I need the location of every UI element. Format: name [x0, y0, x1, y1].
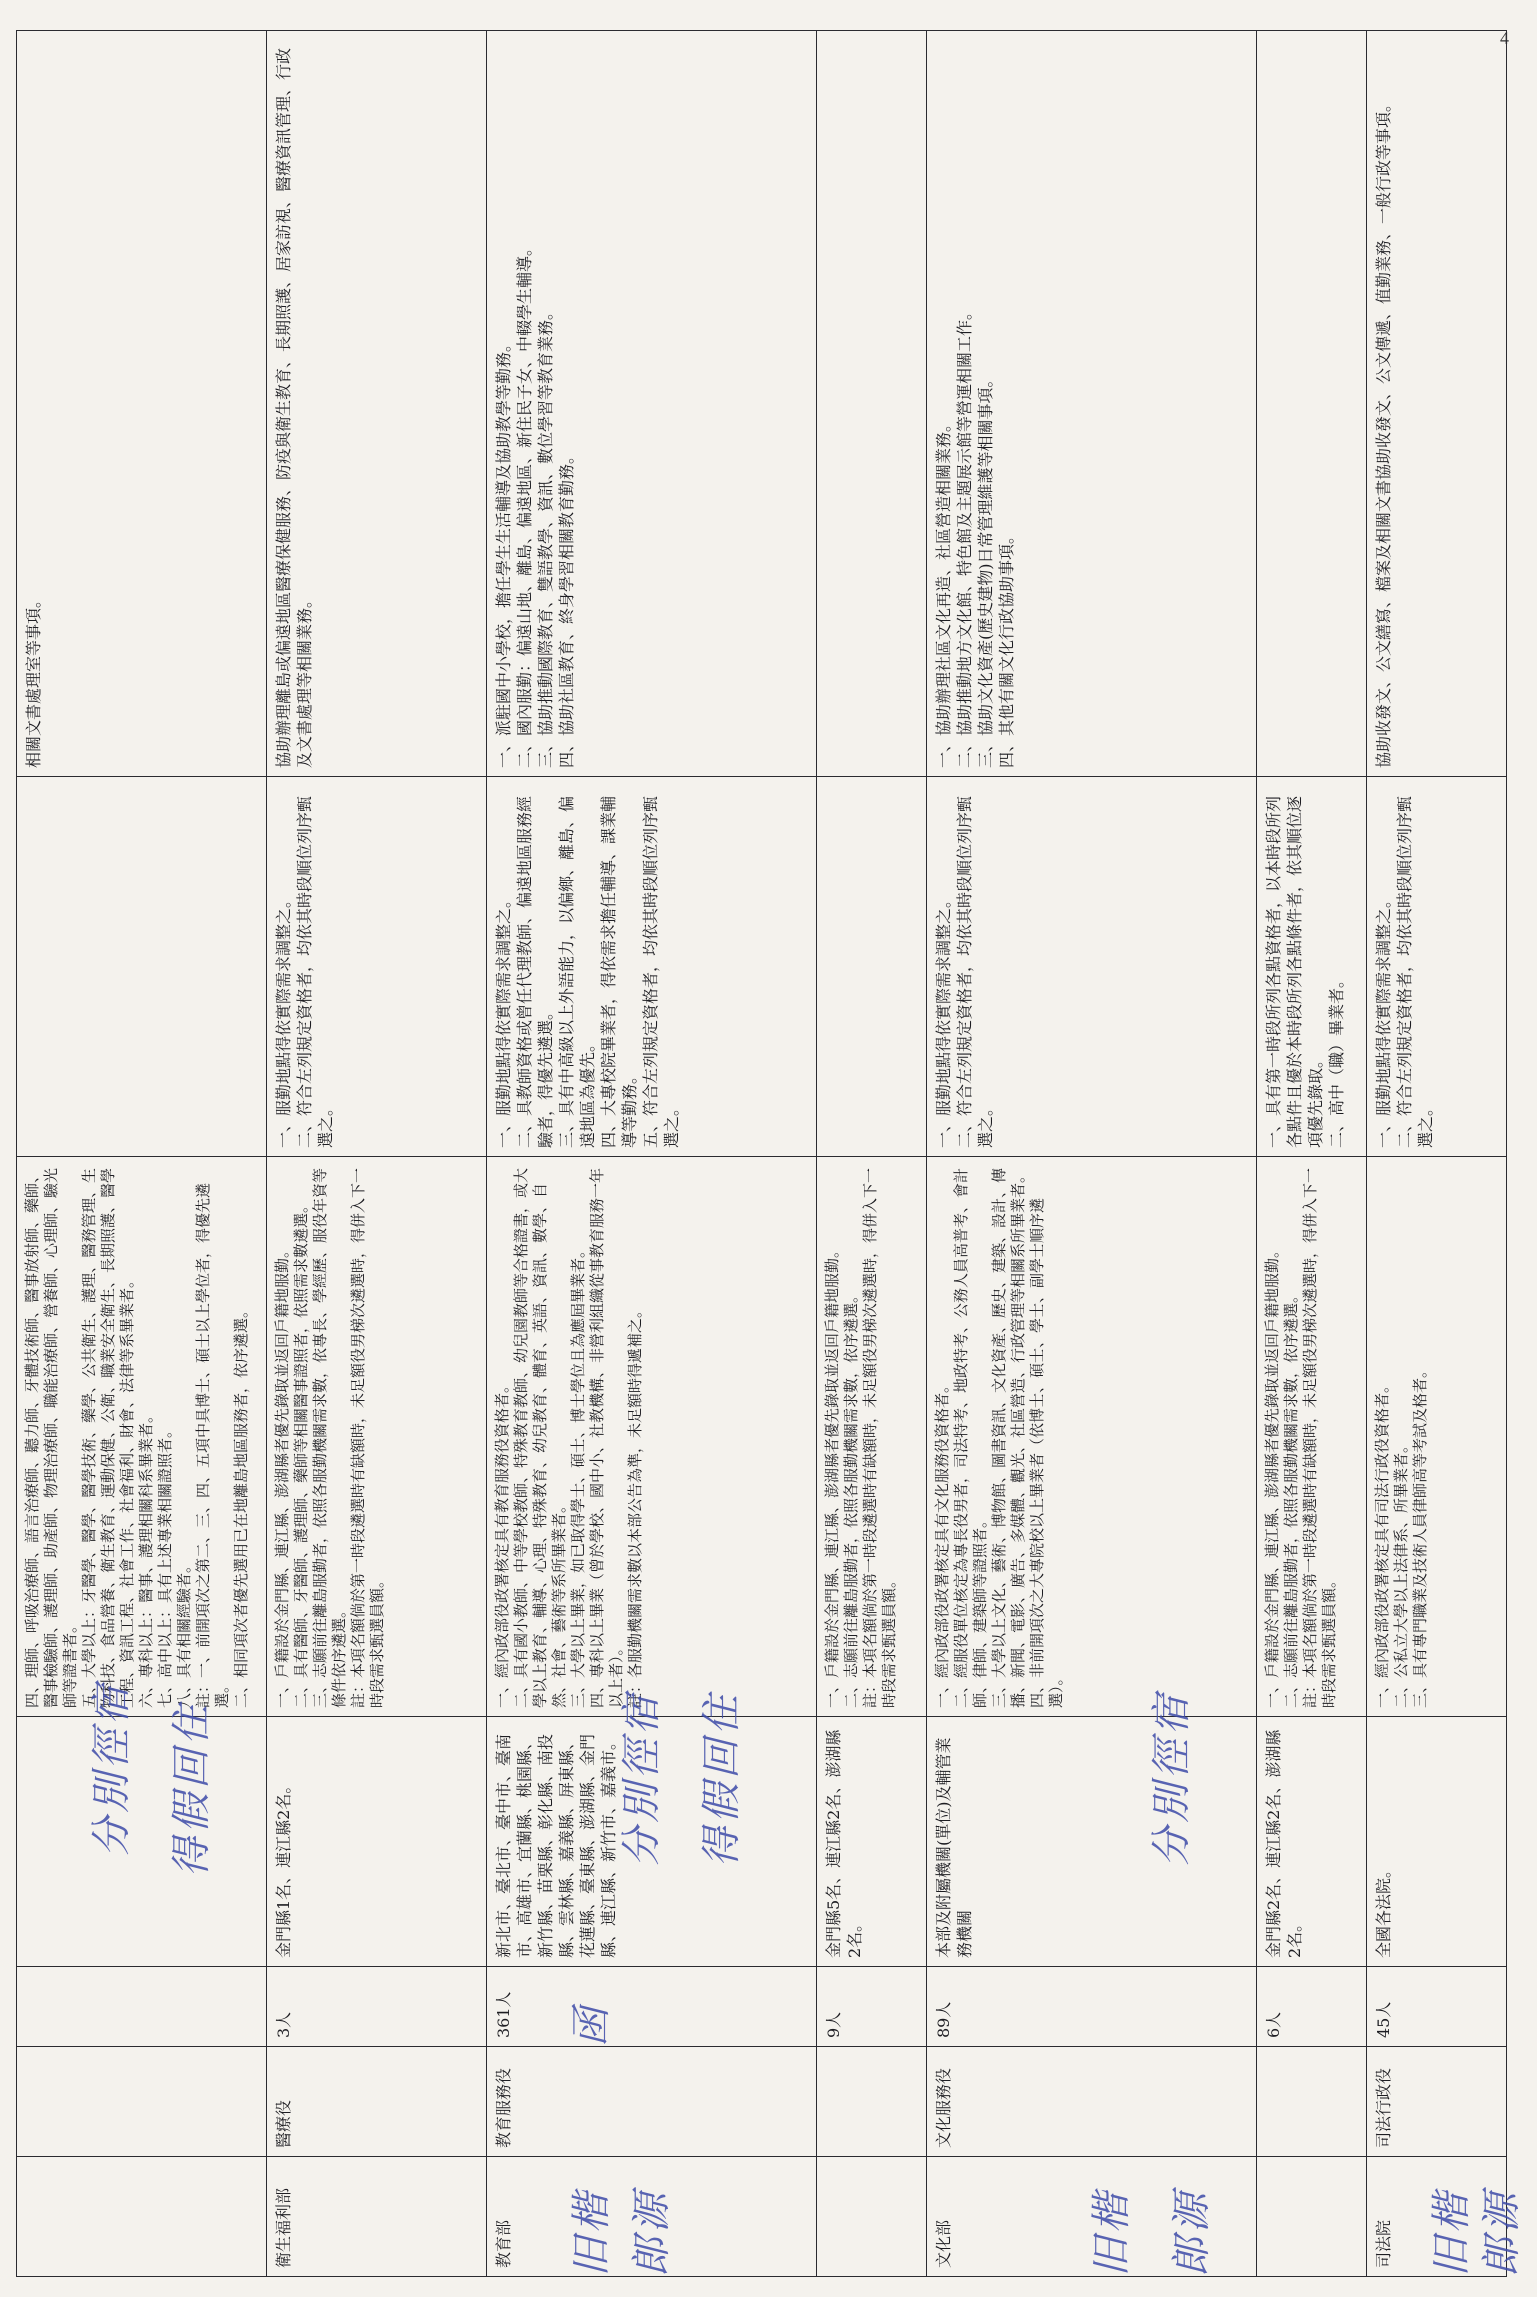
- cell-count-text: 45人: [1374, 2001, 1393, 2038]
- cell-type-text: 教育服務役: [494, 2067, 513, 2148]
- cell-area-text: 金門縣5名、連江縣2名、澎湖縣2名。: [824, 1729, 864, 1958]
- cell-org: [267, 2157, 487, 2277]
- cell-count-text: 89人: [934, 2001, 953, 2038]
- cell-area-text: 全國各法院。: [1374, 1861, 1393, 1958]
- cell-duty: [267, 30, 487, 776]
- handwritten-note: 旧楷: [1089, 2189, 1135, 2277]
- cell-area-text: 金門縣1名、連江縣2名。: [274, 1777, 293, 1958]
- cell-priority: [267, 777, 487, 1157]
- cell-qualifications: [1257, 1157, 1367, 1717]
- cell-area: [1257, 1717, 1367, 1967]
- cell-duty: [17, 30, 267, 776]
- cell-priority: [17, 777, 267, 1157]
- cell-count-text: 361人: [494, 1991, 513, 2038]
- cell-count-text: 6人: [1264, 2011, 1283, 2038]
- handwritten-note: 得假回住: [169, 1701, 215, 1877]
- cell-priority: [1257, 777, 1367, 1157]
- cell-type: [817, 2047, 927, 2157]
- cell-type: [487, 2047, 817, 2157]
- handwritten-note: 郎源: [629, 2189, 675, 2277]
- cell-qualifications-text: 四、理師、呼吸治療師、語言治療師、聽力師、牙體技術師、醫事放射師、藥師、醫事檢驗師、護理師、助產師、物理治療師、職能治療師、營養師、心理師、驗光師等證書者。 五、大學以上：牙醫學、醫學、醫學技術、藥學、公共衛生、護理、醫務管理、生物科技、食品營養、衛生教育、運動保健、公衛、職業安全衛生、長期照護、醫學工程、資訊工程、社會工作、社會福利、財會、法律等系畢業者。 六、專科以上：醫事、護理相關科系畢業者。 七、高中以上：具有上述專業相關證照者。 八、具有相關經驗者。 註：一、前開項次之第二、三、四、五項中具博士、碩士以上學位者，得優先遴選。 二、相同項次者優先選用已在地離島地區服務者，依序遴選。: [23, 1167, 250, 1708]
- cell-duty-text: 一、派駐國中小學校，擔任學生生活輔導及協助教學等勤務。 二、國內服勤：偏遠山地、離島、偏遠地區、新住民子女、中輟學生輔導。 三、協助推動國際教育、雙語教學、資訊、數位學習等教育業務。 四、協助社區教育、終身學習相關教育勤務。: [494, 239, 576, 768]
- cell-type: [927, 2047, 1257, 2157]
- cell-priority-text: 一、服勤地點得依實際需求調整之。 二、符合左列規定資格者，均依其時段順位列序甄選之。: [274, 795, 335, 1148]
- cell-duty: [1257, 30, 1367, 776]
- cell-duty-text: 協助收發文、公文繕寫、檔案及相關文書協助收發文、公文傳遞、值勤業務、一般行政等事項。: [1374, 95, 1393, 768]
- cell-type-text: 文化服務役: [934, 2067, 953, 2148]
- cell-area-text: 新北市、臺北市、臺中市、臺南市、高雄市、宜蘭縣、桃園縣、新竹縣、苗栗縣、彰化縣、南投縣、雲林縣、嘉義縣、屏東縣、花蓮縣、臺東縣、澎湖縣、金門縣、連江縣、新竹市、嘉義市。: [494, 1733, 618, 1958]
- table-row: [927, 30, 1257, 2276]
- cell-priority-text: 一、服勤地點得依實際需求調整之。 二、符合左列規定資格者，均依其時段順位列序甄選之。: [934, 795, 995, 1148]
- cell-type-text: 司法行政役: [1374, 2067, 1393, 2148]
- cell-priority-text: 一、服勤地點得依實際需求調整之。 二、符合左列規定資格者，均依其時段順位列序甄選之。: [1374, 795, 1435, 1148]
- page-number: 4: [1500, 28, 1509, 48]
- cell-duty-text: 相關文書處理室等事項。: [24, 591, 43, 768]
- cell-qualifications-text: 一、戶籍設於金門縣、連江縣、澎湖縣者優先錄取並返回戶籍地服勤。 二、志願前往離島服勤者，依照各服勤機關需求數，依序遴選。 註：本項名額倘於第一時段遴選時有缺額時，未足額役男梯次遴選時，得併入下一時段需求甄選員額。: [1263, 1167, 1338, 1708]
- cell-priority: [487, 777, 817, 1157]
- cell-area-text: 金門縣2名、連江縣2名、澎湖縣2名。: [1264, 1729, 1304, 1958]
- table-row: [1257, 30, 1367, 2276]
- cell-area: [267, 1717, 487, 1967]
- cell-duty-text: 一、協助辦理社區文化再造、社區營造相關業務。 二、協助推動地方文化館、特色館及主題展示館等營運相關工作。 三、協助文化資產(歷史建物)日常管理維護等相關事項。 四、其他有關文化行政協助事項。: [934, 303, 1016, 768]
- cell-count: [267, 1967, 487, 2047]
- cell-type: [17, 2047, 267, 2157]
- handwritten-note: 旧楷: [569, 2189, 615, 2277]
- handwritten-note: 分別徑宿: [1149, 1691, 1195, 1867]
- cell-area: [17, 1717, 267, 1967]
- table-row: [817, 30, 927, 2276]
- cell-priority: [927, 777, 1257, 1157]
- cell-count: [1257, 1967, 1367, 2047]
- handwritten-note: 函: [569, 2003, 615, 2047]
- cell-qualifications-text: 一、經內政部役政署核定具有文化服務役資格者。 二、經服役單位核定為專長役男者，司法特考、地政特考、公務人員高普考、會計師、律師、建築師等證照者。 三、大學以上文化、藝術、博物館、圖書資訊、文化資產、歷史、建築、設計、傳播、新聞、電影、廣告、多媒體、觀光、社區營造、行政管理等相關系所畢業者。 四、非前開項次之大專院校以上畢業者（依博士、碩士、學士、副學士順序遴選）。: [933, 1167, 1065, 1708]
- cell-count: [927, 1967, 1257, 2047]
- cell-duty: [817, 30, 927, 776]
- cell-count: [17, 1967, 267, 2047]
- cell-qualifications: [17, 1157, 267, 1717]
- cell-qualifications: [267, 1157, 487, 1717]
- cell-duty-text: 協助辦理離島或偏遠地區醫療保健服務、防疫與衛生教育、長期照護、居家訪視、醫療資訊管理、行政及文書處理等相關業務。: [274, 47, 314, 768]
- cell-priority: [817, 777, 927, 1157]
- cell-org: [17, 2157, 267, 2277]
- cell-type: [1257, 2047, 1367, 2157]
- cell-qualifications: [927, 1157, 1257, 1717]
- cell-area: [927, 1717, 1257, 1967]
- handwritten-note: 分別徑宿: [619, 1691, 665, 1867]
- cell-duty: [1367, 30, 1507, 776]
- cell-org-text: 衛生福利部: [274, 2187, 293, 2268]
- cell-priority: [1367, 777, 1507, 1157]
- cell-count-text: 9人: [824, 2011, 843, 2038]
- cell-priority-text: 一、服勤地點得依實際需求調整之。 二、具教師資格或曾任代理教師、偏遠地區服務經驗者，得優先遴選。 三、具有中高級以上外語能力，以偏鄉、離島、偏遠地區為優先。 四、大專校院畢業者，得依需求擔任輔導、課業輔導等勤務。 五、符合左列規定資格者，均依其時段順位列序甄選之。: [494, 795, 681, 1148]
- cell-area: [817, 1717, 927, 1967]
- cell-qualifications: [1367, 1157, 1507, 1717]
- cell-duty: [487, 30, 817, 776]
- cell-count-text: 3人: [274, 2011, 293, 2038]
- cell-count: [817, 1967, 927, 2047]
- cell-duty: [927, 30, 1257, 776]
- cell-org-text: 文化部: [934, 2219, 953, 2268]
- cell-type-text: 醫療役: [274, 2099, 293, 2148]
- cell-qualifications-text: 一、經內政部役政署核定具有司法行政役資格者。 二、公私立大學以上法律系、所畢業者。 三、具有專門職業及技術人員律師高等考試及格者。: [1373, 1362, 1429, 1708]
- cell-qualifications-text: 一、經內政部役政署核定具有教育服務役資格者。 二、具有國小教師、中等學校教師、特殊教育教師、幼兒園教師等合格證書，或大學以上教育、輔導、心理、特殊教育、幼兒教育、體育、英語、資訊、數學、自然、社會、藝術等系所畢業者。 三、大學以上畢業，如已取得學士、碩士、博士學位且為應屆畢業者。 四、專科以上畢業（曾於學校、國中小、社教機構、非營利組織從事教育服務一年以上者）。 註：各服勤機關需求數以本部公告為準，未足額時得遞補之。: [493, 1167, 644, 1708]
- handwritten-note: 分別徑宿: [89, 1681, 135, 1857]
- handwritten-note: 旧楷: [1429, 2189, 1475, 2277]
- cell-type: [267, 2047, 487, 2157]
- cell-org-text: 司法院: [1374, 2219, 1393, 2268]
- table-row: [1367, 30, 1507, 2276]
- cell-count: [1367, 1967, 1507, 2047]
- cell-org-text: 教育部: [494, 2219, 513, 2268]
- cell-qualifications-text: 一、戶籍設於金門縣、連江縣、澎湖縣者優先錄取並返回戶籍地服勤。 二、具有醫師、牙醫師、護理師、藥師等相關醫事證照者，依照需求數遴選。 三、志願前往離島服勤者，依照各服勤機關需求數，依專長、學經歷、服役年資等條件依序遴選。 註：本項名額倘於第一時段遴選時有缺額時，未足額役男梯次遴選時，得併入下一時段需求甄選員額。: [273, 1167, 386, 1708]
- service-quota-table: [16, 30, 1507, 2277]
- table-row: [487, 30, 817, 2276]
- table-row: [17, 30, 267, 2276]
- cell-qualifications: [487, 1157, 817, 1717]
- handwritten-note: 郎源: [1169, 2189, 1215, 2277]
- cell-area: [1367, 1717, 1507, 1967]
- cell-qualifications-text: 一、戶籍設於金門縣、連江縣、澎湖縣者優先錄取並返回戶籍地服勤。 二、志願前往離島服勤者，依照各服勤機關需求數，依序遴選。 註：本項名額倘於第一時段遴選時有缺額時，未足額役男梯次遴選時，得併入下一時段需求甄選員額。: [823, 1167, 898, 1708]
- handwritten-note: 郎源: [1479, 2189, 1525, 2277]
- cell-count: [487, 1967, 817, 2047]
- cell-priority-text: 一、具有第一時段所列各點資格者，以本時段所列各點件且優於本時段所列各點條件者，依其順位逐項優先錄取。 二、高中（職）畢業者。: [1264, 795, 1346, 1148]
- cell-org: [1257, 2157, 1367, 2277]
- table-row: [267, 30, 487, 2276]
- cell-type: [1367, 2047, 1507, 2157]
- cell-qualifications: [817, 1157, 927, 1717]
- cell-org: [817, 2157, 927, 2277]
- handwritten-note: 得假回住: [699, 1691, 745, 1867]
- cell-area-text: 本部及附屬機關(單位)及輔管業務機關: [934, 1737, 974, 1958]
